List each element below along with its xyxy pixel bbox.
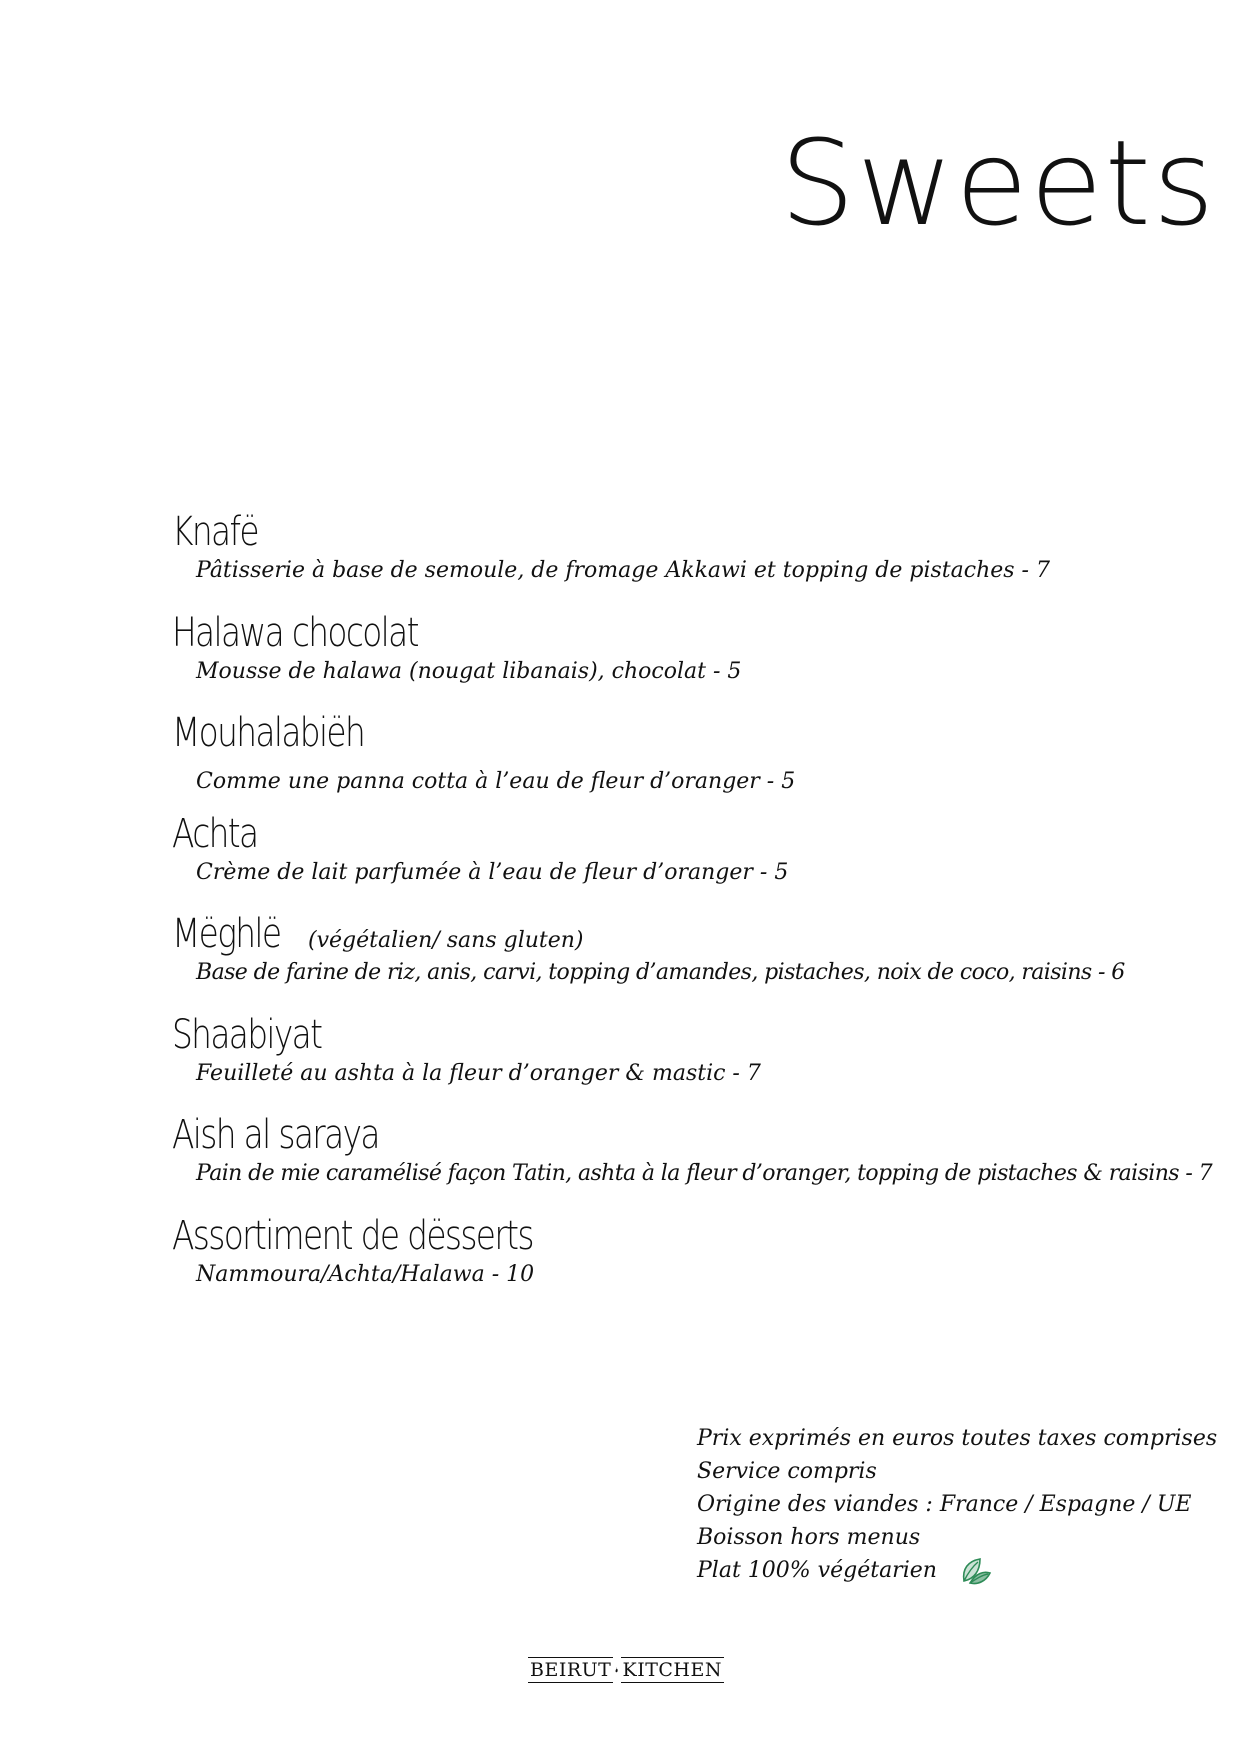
menu-item-description: Mousse de halawa (nougat libanais), chocolat - 5 bbox=[196, 658, 742, 684]
menu-item-name: Assortiment de dësserts bbox=[172, 1212, 533, 1259]
menu-item-name: Mëghlë bbox=[172, 911, 281, 957]
menu-item-description: Nammoura/Achta/Halawa - 10 bbox=[196, 1261, 535, 1287]
menu-item bbox=[172, 609, 1172, 710]
menu-item bbox=[172, 508, 1172, 609]
menu-item-name: Halawa chocolat bbox=[172, 609, 418, 656]
menu-item-name: Mouhalabiëh bbox=[172, 710, 365, 756]
menu-item-name: Aish al saraya bbox=[172, 1112, 379, 1158]
price-note: Prix exprimés en euros toutes taxes comprises bbox=[697, 1426, 1218, 1451]
menu-item bbox=[172, 910, 1172, 1011]
menu-item-description: Feuilleté au ashta à la fleur d’oranger & mastic - 7 bbox=[196, 1060, 761, 1086]
menu-item bbox=[172, 1111, 1212, 1212]
drinks-note: Boisson hors menus bbox=[697, 1525, 921, 1550]
menu-item bbox=[172, 1212, 1172, 1313]
restaurant-logo bbox=[528, 1652, 724, 1688]
eggplant-icon bbox=[615, 1652, 618, 1688]
service-note: Service compris bbox=[697, 1459, 877, 1484]
menu-item-name: Shaabiyat bbox=[172, 1011, 322, 1058]
menu-item-description: Comme une panna cotta à l’eau de fleur d’oranger - 5 bbox=[196, 769, 796, 794]
menu-item-name: Knafë bbox=[172, 509, 258, 555]
logo-word-left: BEIRUT bbox=[530, 1659, 612, 1681]
vegetarian-note bbox=[697, 1554, 1217, 1587]
menu-item-description: Base de farine de riz, anis, carvi, topping d’amandes, pistaches, noix de coco, raisins - 6 bbox=[196, 960, 1125, 985]
menu-item bbox=[172, 810, 1172, 911]
menu-item-description: Crème de lait parfumée à l’eau de fleur d’oranger - 5 bbox=[196, 859, 789, 885]
leaf-icon bbox=[958, 1555, 992, 1587]
menu-item-dietary-note: (végétalien/ sans gluten) bbox=[308, 928, 584, 953]
dessert-menu bbox=[172, 508, 1212, 1312]
logo-word-right: KITCHEN bbox=[622, 1659, 722, 1681]
menu-item-description: Pâtisserie à base de semoule, de fromage Akkawi et topping de pistaches - 7 bbox=[196, 558, 1050, 583]
vegetarian-note-text: Plat 100% végétarien bbox=[697, 1558, 937, 1583]
footer-notes bbox=[697, 1422, 1217, 1587]
meat-origin-note: Origine des viandes : France / Espagne / UE bbox=[697, 1492, 1192, 1517]
menu-item bbox=[172, 1011, 1172, 1112]
menu-item bbox=[172, 709, 1172, 810]
menu-item-description: Pain de mie caramélisé façon Tatin, ashta à la fleur d’oranger, topping de pistaches & raisins - 7 bbox=[196, 1161, 1212, 1186]
menu-item-name: Achta bbox=[172, 810, 258, 857]
page-title: Sweets bbox=[780, 114, 1217, 252]
